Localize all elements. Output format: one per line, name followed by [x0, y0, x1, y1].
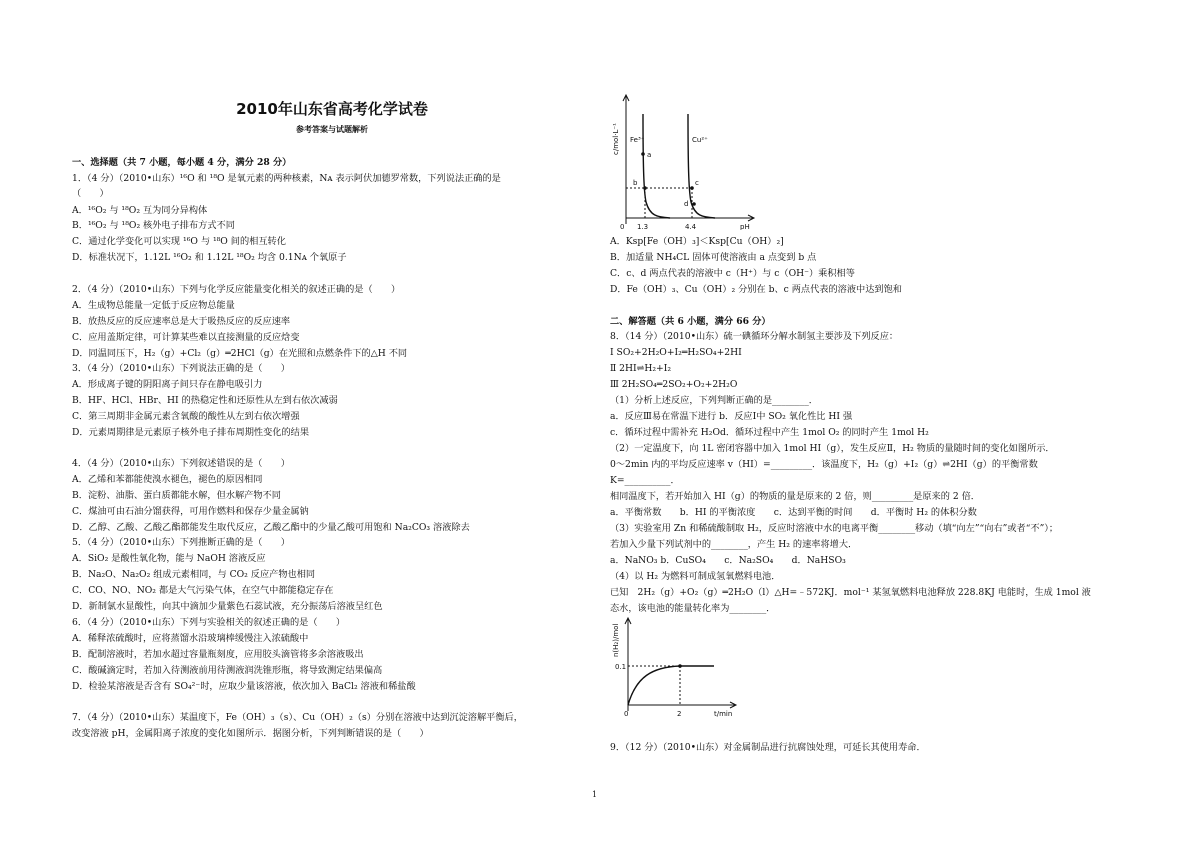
- text-line: 若加入少量下列试剂中的________，产生 H₂ 的速率将增大．: [610, 539, 858, 550]
- point-c: [690, 186, 694, 190]
- text-line: Ⅱ 2HI⇌H₂+I₂: [610, 363, 672, 374]
- text-line: 0～2min 内的平均反应速率 v（HI）=_________．该温度下，H₂（g）+I₂（g）⇌2HI（g）的平衡常数: [610, 459, 1038, 470]
- text-line: （ ）: [72, 188, 109, 199]
- page-subtitle: 参考答案与试题解析: [296, 124, 368, 134]
- point-d: [692, 202, 696, 206]
- fe-curve: [643, 114, 670, 218]
- text-line: 9．（12 分）（2010•山东）对金属制品进行抗腐蚀处理，可延长其使用寿命．: [610, 742, 926, 753]
- text-line: A．稀释浓硫酸时，应将蒸馏水沿玻璃棒缓慢注入浓硫酸中: [72, 633, 309, 644]
- text-line: C．通过化学变化可以实现 ¹⁶O 与 ¹⁸O 间的相互转化: [72, 236, 286, 247]
- text-line: 3．（4 分）（2010•山东）下列说法正确的是（ ）: [72, 363, 290, 374]
- text-line: 7．（4 分）（2010•山东）某温度下，Fe（OH）₃（s）、Cu（OH）₂（s）分别在溶液中达到沉淀溶解平衡后，: [72, 712, 523, 723]
- point-c-label: c: [695, 179, 699, 187]
- h2-curve: [628, 666, 714, 705]
- text-line: c．循环过程中需补充 H₂Od．循环过程中产生 1mol O₂ 的同时产生 1mol H₂: [610, 427, 929, 438]
- chart1-xtick-0: 0: [620, 223, 625, 230]
- text-line: A．Ksp[Fe（OH）₃]＜Ksp[Cu（OH）₂]: [610, 236, 784, 247]
- text-line: D．元素周期律是元素原子核外电子排布周期性变化的结果: [72, 427, 310, 438]
- chart1-ylabel: c/mol·L⁻¹: [612, 123, 620, 155]
- point-a: [641, 152, 645, 156]
- text-line: C．酸碱滴定时，若加入待测液前用待测液润洗锥形瓶，将导致测定结果偏高: [72, 665, 383, 676]
- chart1-xlabel: pH: [740, 223, 750, 230]
- section-heading: 一、选择题（共 7 小题，每小题 4 分，满分 28 分）: [72, 157, 292, 168]
- text-line: D．同温同压下，H₂（g）+Cl₂（g）═2HCl（g）在光照和点燃条件下的△H 不同: [72, 348, 408, 359]
- text-line: A．生成物总能量一定低于反应物总能量: [72, 300, 235, 311]
- page-title: 2010年山东省高考化学试卷: [236, 100, 428, 118]
- text-line: 相同温度下，若开始加入 HI（g）的物质的量是原来的 2 倍，则_________是原来的 2 倍．: [610, 491, 980, 502]
- text-line: D．标准状况下，1.12L ¹⁶O₂ 和 1.12L ¹⁸O₂ 均含 0.1Nᴀ 个氧原子: [72, 252, 347, 263]
- series-cu-label: Cu²⁺: [692, 136, 708, 144]
- text-line: 改变溶液 pH，金属阳离子浓度的变化如图所示．据图分析，下列判断错误的是（ ）: [72, 728, 429, 739]
- text-line: 8．（14 分）（2010•山东）硫一碘循环分解水制氢主要涉及下列反应：: [610, 331, 899, 342]
- point-a-label: a: [647, 151, 652, 159]
- text-line: 1．（4 分）（2010•山东）¹⁶O 和 ¹⁸O 是氧元素的两种核素，Nᴀ 表示阿伏加德罗常数，下列说法正确的是: [72, 173, 501, 184]
- series-fe-label: Fe³⁺: [630, 136, 645, 144]
- page-number: 1: [592, 790, 598, 799]
- point-d-label: d: [684, 200, 689, 208]
- chart1-xtick-1: 1.3: [637, 223, 649, 230]
- chart2-ylabel: n(H₂)/mol: [612, 623, 620, 657]
- text-line: （4）以 H₂ 为燃料可制成氢氧燃料电池．: [610, 571, 781, 582]
- text-line: （3）实验室用 Zn 和稀硫酸制取 H₂，反应时溶液中水的电离平衡________移动（填“向左”“向右”或者“不”）；: [610, 523, 1059, 534]
- text-line: （1）分析上述反应，下列判断正确的是________．: [610, 395, 818, 406]
- text-line: C．应用盖斯定律，可计算某些难以直接测量的反应焓变: [72, 332, 300, 343]
- text-line: C．第三周期非金属元素含氧酸的酸性从左到右依次增强: [72, 411, 300, 422]
- chart2-xtick-0: 0: [624, 710, 629, 718]
- hydrogen-time-chart: [610, 615, 742, 721]
- text-line: D．乙醇、乙酸、乙酸乙酯都能发生取代反应，乙酸乙酯中的少量乙酸可用饱和 Na₂CO₃ 溶液除去: [72, 522, 470, 533]
- text-line: 2．（4 分）（2010•山东）下列与化学反应能量变化相关的叙述正确的是（ ）: [72, 284, 401, 295]
- section-heading: 二、解答题（共 6 小题，满分 66 分）: [610, 316, 771, 327]
- text-line: （2）一定温度下，向 1L 密闭容器中加入 1mol HI（g），发生反应Ⅱ，H₂ 物质的量随时间的变化如图所示．: [610, 443, 1055, 454]
- text-line: a．反应Ⅲ易在常温下进行 b．反应Ⅰ中 SO₂ 氧化性比 HI 强: [610, 411, 853, 422]
- point-b-label: b: [633, 179, 638, 187]
- text-line: A．形成离子键的阴阳离子间只存在静电吸引力: [72, 379, 263, 390]
- point-b: [643, 186, 647, 190]
- cu-curve: [688, 114, 715, 218]
- text-line: A．¹⁶O₂ 与 ¹⁸O₂ 互为同分异构体: [72, 205, 208, 216]
- precipitation-chart: [612, 92, 762, 230]
- text-line: C．CO、NO、NO₂ 都是大气污染气体，在空气中都能稳定存在: [72, 585, 334, 596]
- text-line: D．新制氯水显酸性，向其中滴加少量紫色石蕊试液，充分振荡后溶液呈红色: [72, 601, 383, 612]
- text-line: D．检验某溶液是否含有 SO₄²⁻时，应取少量该溶液，依次加入 BaCl₂ 溶液和稀盐酸: [72, 681, 416, 692]
- equilibrium-point: [678, 664, 682, 668]
- text-line: B．淀粉、油脂、蛋白质都能水解，但水解产物不同: [72, 490, 281, 501]
- text-line: Ⅲ 2H₂SO₄═2SO₂+O₂+2H₂O: [610, 379, 738, 390]
- text-line: B．配制溶液时，若加水超过容量瓶刻度，应用胶头滴管将多余溶液吸出: [72, 649, 364, 660]
- text-line: 已知 2H₂（g）+O₂（g）═2H₂O（l）△H=﹣572KJ．mol⁻¹ 某氢氧燃料电池释放 228.8KJ 电能时，生成 1mol 液: [610, 587, 1091, 598]
- chart2-xtick-1: 2: [677, 710, 682, 718]
- text-line: B．放热反应的反应速率总是大于吸热反应的反应速率: [72, 316, 291, 327]
- chart1-xtick-2: 4.4: [685, 223, 697, 230]
- text-line: C．煤油可由石油分馏获得，可用作燃料和保存少量金属钠: [72, 506, 309, 517]
- text-line: B．HF、HCl、HBr、HI 的热稳定性和还原性从左到右依次减弱: [72, 395, 338, 406]
- text-line: 态水，该电池的能量转化率为________．: [610, 603, 776, 614]
- text-line: D．Fe（OH）₃、Cu（OH）₂ 分别在 b、c 两点代表的溶液中达到饱和: [610, 284, 902, 295]
- text-line: a．NaNO₃ b．CuSO₄ c．Na₂SO₄ d．NaHSO₃: [610, 555, 846, 566]
- text-line: a．平衡常数 b．HI 的平衡浓度 c．达到平衡的时间 d．平衡时 H₂ 的体积分数: [610, 507, 977, 518]
- text-line: A．SiO₂ 是酸性氧化物，能与 NaOH 溶液反应: [72, 553, 266, 564]
- text-line: Ⅰ SO₂+2H₂O+I₂═H₂SO₄+2HI: [610, 347, 742, 358]
- chart2-ytick-0: 0.1: [615, 663, 627, 671]
- text-line: A．乙烯和苯都能使溴水褪色，褪色的原因相同: [72, 474, 263, 485]
- chart2-xlabel: t/min: [714, 710, 733, 718]
- text-line: B．Na₂O、Na₂O₂ 组成元素相同，与 CO₂ 反应产物也相同: [72, 569, 316, 580]
- text-line: K=__________．: [610, 475, 680, 486]
- text-line: B．加适量 NH₄CL 固体可使溶液由 a 点变到 b 点: [610, 252, 817, 263]
- text-line: B．¹⁶O₂ 与 ¹⁸O₂ 核外电子排布方式不同: [72, 220, 235, 231]
- text-line: 5．（4 分）（2010•山东）下列推断正确的是（ ）: [72, 537, 290, 548]
- text-line: 6．（4 分）（2010•山东）下列与实验相关的叙述正确的是（ ）: [72, 617, 346, 628]
- text-line: 4．（4 分）（2010•山东）下列叙述错误的是（ ）: [72, 458, 290, 469]
- text-line: C．c、d 两点代表的溶液中 c（H⁺）与 c（OH⁻）乘积相等: [610, 268, 855, 279]
